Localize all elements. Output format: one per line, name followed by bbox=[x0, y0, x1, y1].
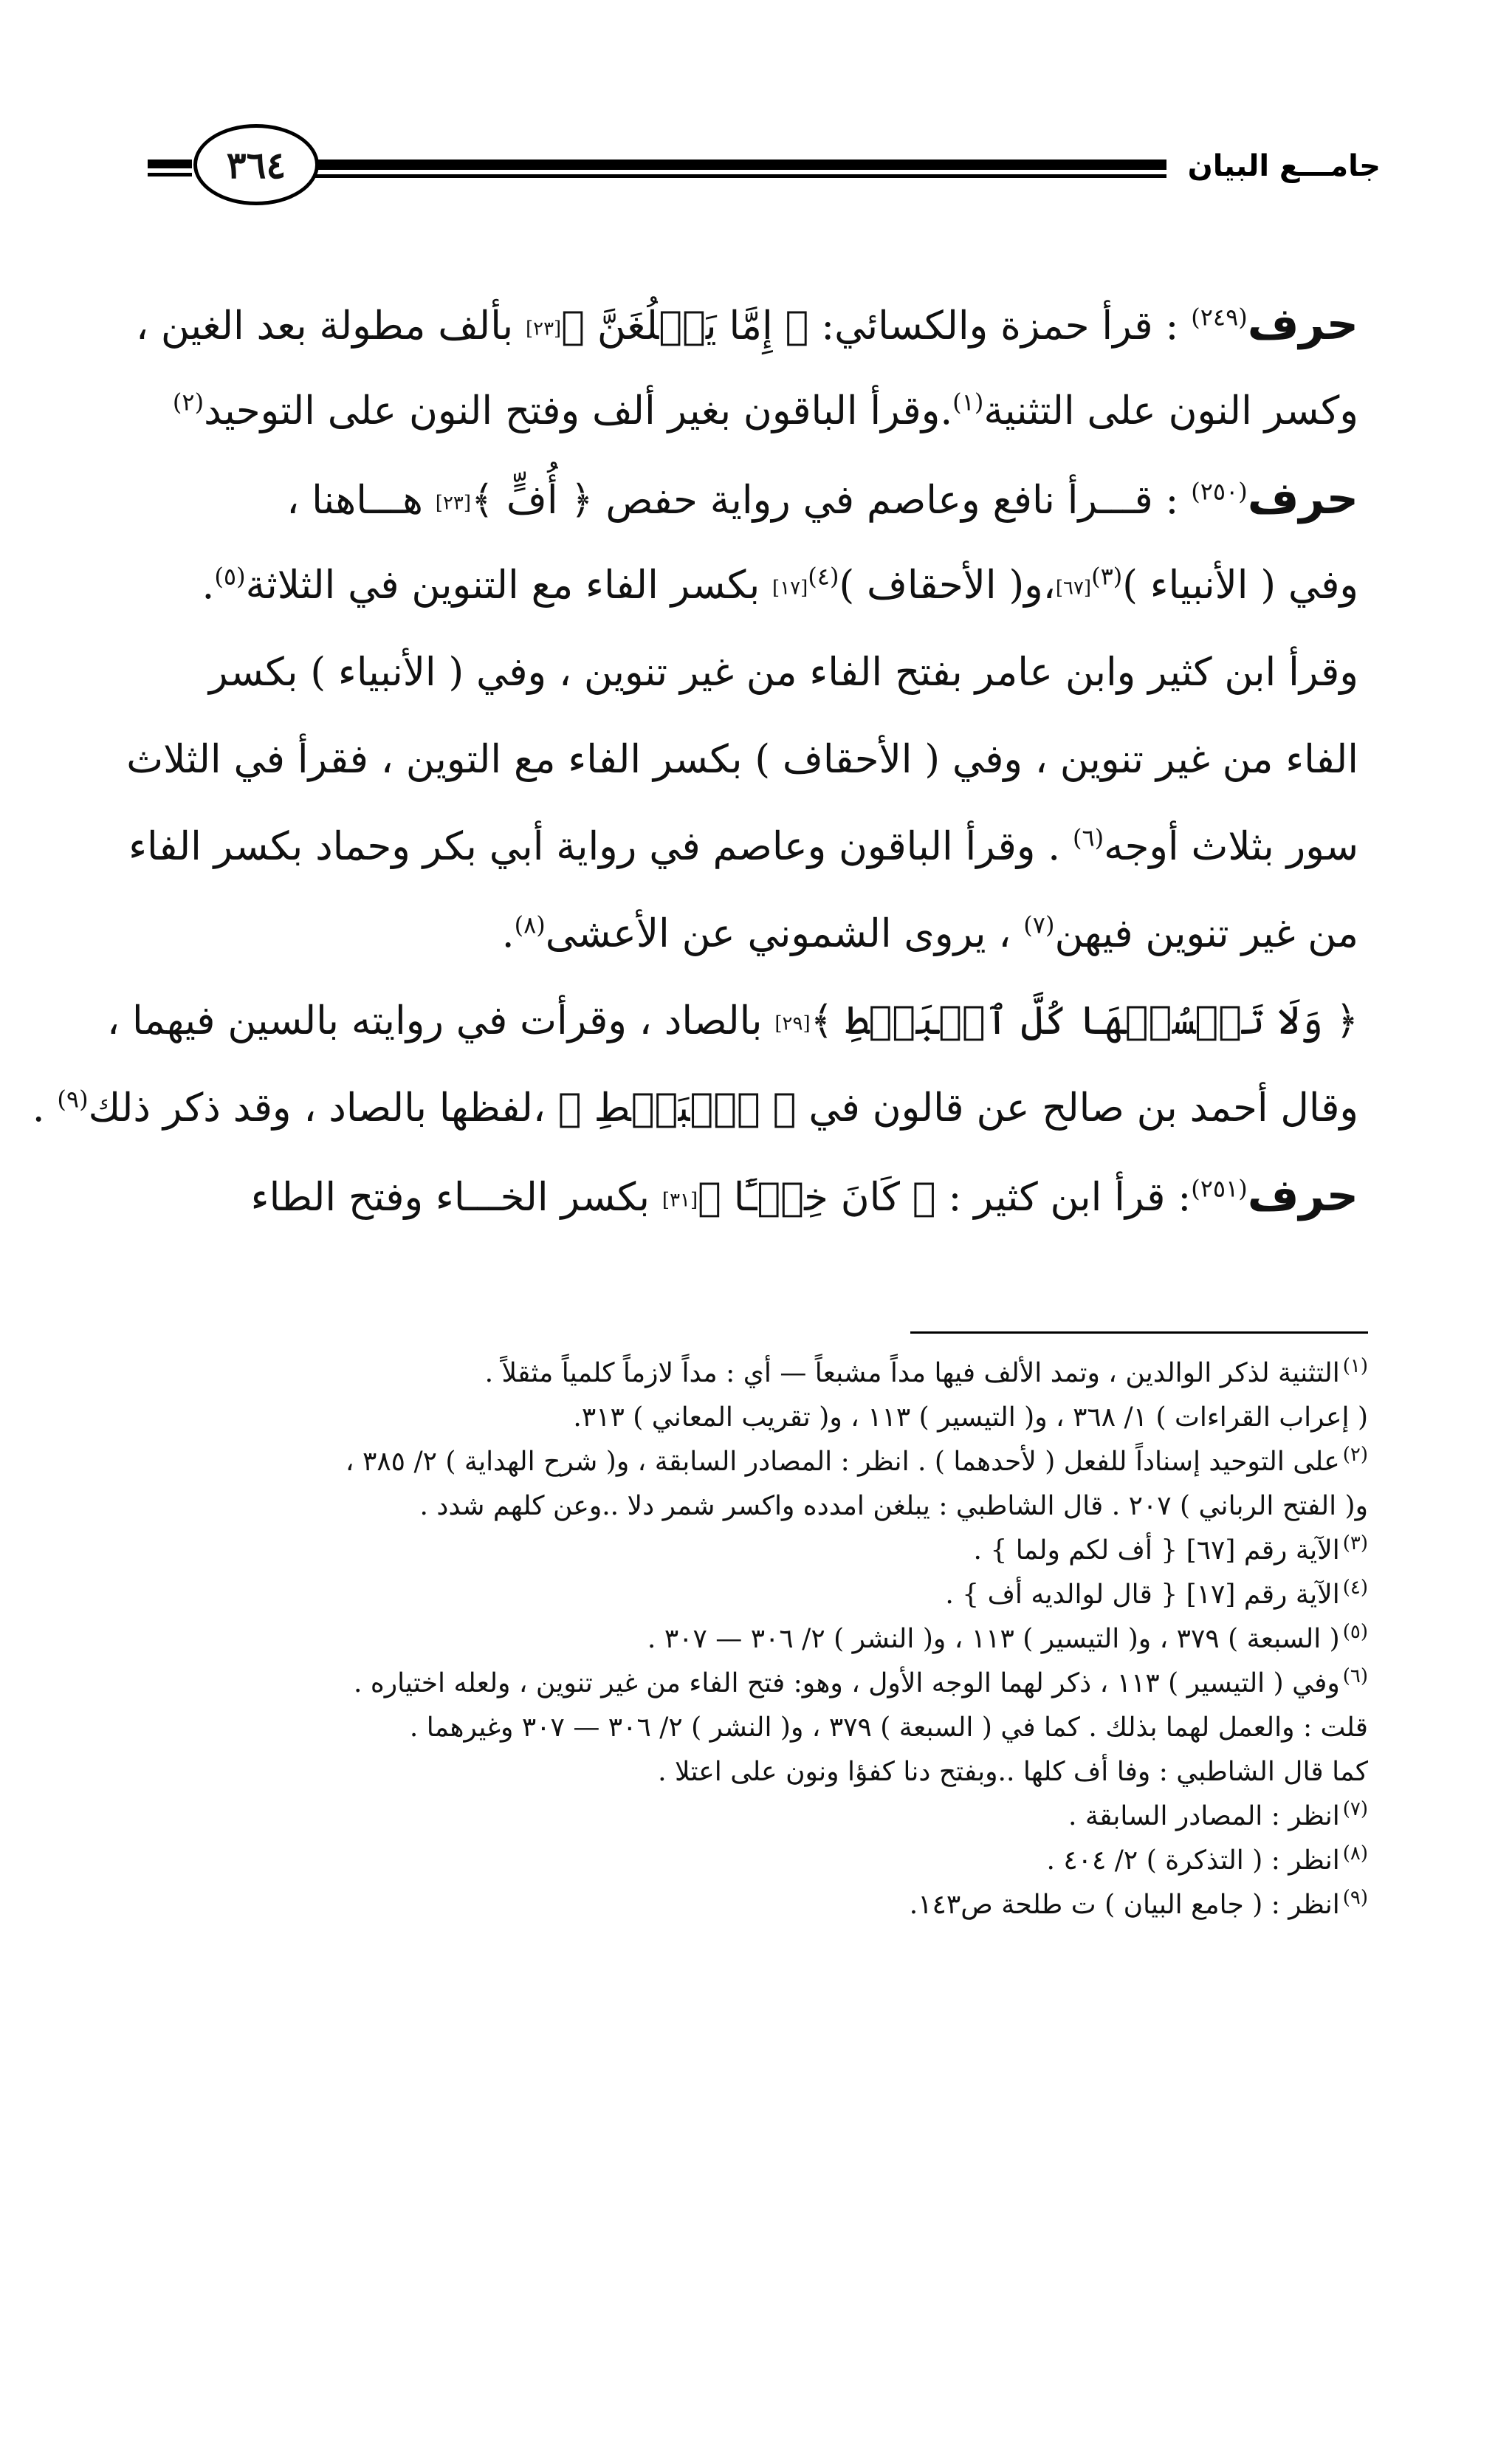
footnote-ref: (٤) bbox=[808, 562, 839, 591]
text-segment: سور بثلاث أوجه bbox=[1104, 824, 1358, 869]
text-segment: .وقرأ الباقون بغير ألف وفتح النون على التوحيد bbox=[204, 388, 953, 433]
footnote-ref: (١) bbox=[952, 388, 984, 416]
text-line bbox=[177, 455, 1358, 542]
footnote bbox=[172, 1484, 1368, 1529]
footnote-text: وفي ( التيسير ) ١١٣ ، ذكر لهما الوجه الأول ، وهو: فتح الفاء من غير تنوين ، ولعله اختياره . bbox=[353, 1668, 1340, 1698]
text-segment: بألف مطولة بعد الغين ، bbox=[135, 304, 526, 349]
footnote-number: (٧) bbox=[1342, 1798, 1368, 1820]
text-segment: ،و( الأحقاف ) bbox=[839, 563, 1056, 608]
running-header bbox=[148, 111, 1381, 222]
footnote-ref: (٢٤٩) bbox=[1191, 303, 1248, 332]
text-segment: . bbox=[32, 1086, 58, 1131]
footnote-text: على التوحيد إسناداً للفعل ( لأحدهما ) . انظر : المصادر السابقة ، و( شرح الهداية ) ٢/ ٣٨٥ ، bbox=[345, 1447, 1340, 1477]
footnote-number: (٤) bbox=[1342, 1577, 1368, 1599]
text-segment: وقال أحمد بن صالح عن قالون في ﴿ ٱلۡبَسۡطِ ﴾ ،لفظها بالصاد ، وقد ذكر ذلك bbox=[88, 1086, 1358, 1131]
text-segment: : قـــرأ نافع وعاصم في رواية حفص ﴿ أُفٍّ ﴾ bbox=[471, 478, 1192, 523]
text-line bbox=[107, 978, 1358, 1065]
text-line bbox=[177, 1152, 1358, 1239]
footnote bbox=[172, 1883, 1368, 1927]
footnote-text: ( السبعة ) ٣٧٩ ، و( التيسير ) ١١٣ ، و( النشر ) ٢/ ٣٠٦ — ٣٠٧ . bbox=[647, 1624, 1340, 1654]
footnote-text: قلت : والعمل لهما بذلك . كما في ( السبعة ) ٣٧٩ ، و( النشر ) ٢/ ٣٠٦ — ٣٠٧ وغيرهما . bbox=[409, 1712, 1368, 1743]
footnote-text: انظر : ( التذكرة ) ٢/ ٤٠٤ . bbox=[1046, 1845, 1340, 1876]
verse-number: [٢٩] bbox=[774, 1012, 811, 1035]
footnote-ref: (٢٥٠) bbox=[1191, 477, 1248, 506]
header-rule-left bbox=[148, 157, 192, 179]
footnote-number: (٥) bbox=[1342, 1621, 1368, 1643]
text-segment: ﴿ وَلَا تَبۡسُطۡهَا كُلَّ ٱلۡبَسۡطِ ﴾ bbox=[810, 998, 1358, 1043]
footnote-text: كما قال الشاطبي : وفا أف كلها ..وبفتح دنا كفؤا ونون على اعتلا . bbox=[658, 1757, 1368, 1787]
harf-heading: حرف bbox=[1247, 1170, 1358, 1221]
footnote-number: (٢) bbox=[1342, 1444, 1368, 1466]
text-segment: بالصاد ، وقرأت في روايته بالسين فيهما ، bbox=[107, 998, 775, 1043]
text-line bbox=[126, 716, 1358, 803]
footnote bbox=[172, 1529, 1368, 1573]
book-title: جامـــع البيان bbox=[1187, 149, 1381, 183]
footnote-number: (٨) bbox=[1342, 1842, 1368, 1865]
footnote bbox=[172, 1706, 1368, 1750]
text-segment: من غير تنوين فيهن bbox=[1054, 911, 1358, 956]
verse-number: [١٧] bbox=[772, 577, 808, 600]
text-segment: بكسر الفاء مع التنوين في الثلاثة bbox=[245, 563, 773, 608]
footnote-ref: (٧) bbox=[1023, 911, 1055, 939]
footnote-text: ( إعراب القراءات ) ١/ ٣٦٨ ، و( التيسير ) ١١٣ ، و( تقريب المعاني ) ٣١٣. bbox=[573, 1402, 1368, 1433]
text-segment: الفاء من غير تنوين ، وفي ( الأحقاف ) بكسر الفاء مع التوين ، فقرأ في الثلاث bbox=[126, 737, 1358, 782]
verse-number: [٢٣] bbox=[525, 318, 562, 340]
footnote bbox=[172, 1794, 1368, 1839]
text-line bbox=[135, 281, 1358, 368]
footnote bbox=[172, 1440, 1368, 1484]
text-line bbox=[32, 1065, 1358, 1152]
text-segment: . bbox=[501, 911, 515, 956]
footnotes bbox=[172, 1351, 1368, 1927]
footnote-separator bbox=[910, 1331, 1368, 1334]
footnote-ref: (٢) bbox=[172, 388, 205, 416]
footnote bbox=[172, 1617, 1368, 1662]
footnote-text: التثنية لذكر الوالدين ، وتمد الألف فيها مداً مشبعاً — أي : مداً لازماً كلمياً مثقلاً . bbox=[484, 1358, 1340, 1388]
text-segment: . وقرأ الباقون وعاصم في رواية أبي بكر وحماد بكسر الفاء bbox=[128, 824, 1073, 869]
text-segment: بكسر الخـــاء وفتح الطاء bbox=[250, 1175, 662, 1220]
header-rule bbox=[314, 155, 1166, 180]
footnote-text: الآية رقم [١٧] { قال لوالديه أف } . bbox=[945, 1580, 1340, 1610]
footnote bbox=[172, 1750, 1368, 1794]
footnote bbox=[172, 1662, 1368, 1706]
text-line bbox=[177, 629, 1358, 716]
footnote-number: (٦) bbox=[1342, 1665, 1368, 1687]
text-line bbox=[177, 891, 1358, 978]
footnote-text: انظر : ( جامع البيان ) ت طلحة ص١٤٣. bbox=[909, 1890, 1340, 1920]
text-segment: . bbox=[202, 563, 215, 608]
footnote-ref: (٣) bbox=[1091, 562, 1123, 591]
footnote-text: الآية رقم [٦٧] { أف لكم ولما } . bbox=[973, 1535, 1340, 1566]
main-text bbox=[32, 281, 1358, 1239]
footnote bbox=[172, 1839, 1368, 1883]
footnote bbox=[172, 1396, 1368, 1440]
text-line bbox=[177, 542, 1358, 629]
text-segment: ، يروى الشموني عن الأعشى bbox=[545, 911, 1024, 956]
footnote bbox=[172, 1351, 1368, 1396]
text-segment: هـــاهنا ، bbox=[286, 478, 436, 523]
text-segment: : قرأ ابن كثير : ﴿ كَانَ خِطۡـًٔا ﴾ bbox=[698, 1175, 1192, 1220]
text-segment: وفي ( الأنبياء ) bbox=[1122, 563, 1358, 608]
verse-number: [٦٧] bbox=[1055, 577, 1092, 600]
harf-heading: حرف bbox=[1247, 298, 1358, 350]
text-line bbox=[128, 803, 1358, 891]
footnote-text: و( الفتح الرباني ) ٢٠٧ . قال الشاطبي : يبلغن امدده واكسر شمر دلا ..وعن كلهم شدد . bbox=[419, 1491, 1368, 1521]
verse-number: [٣١] bbox=[662, 1189, 698, 1212]
footnote-number: (١) bbox=[1342, 1355, 1368, 1377]
footnote-text: انظر : المصادر السابقة . bbox=[1068, 1801, 1340, 1831]
footnote-ref: (٨) bbox=[514, 911, 546, 939]
footnote-ref: (٢٥١) bbox=[1191, 1174, 1248, 1203]
footnote bbox=[172, 1573, 1368, 1617]
footnote-number: (٩) bbox=[1342, 1887, 1368, 1909]
verse-number: [٢٣] bbox=[435, 492, 472, 515]
text-segment: وقرأ ابن كثير وابن عامر بفتح الفاء من غير تنوين ، وفي ( الأنبياء ) بكسر bbox=[208, 650, 1358, 695]
footnote-number: (٣) bbox=[1342, 1532, 1368, 1554]
footnote-ref: (٥) bbox=[214, 562, 246, 591]
text-segment: : قرأ حمزة والكسائي: ﴿ إِمَّا يَبۡلُغَنَّ ﴾ bbox=[561, 304, 1192, 349]
text-line bbox=[172, 368, 1358, 455]
footnote-ref: (٩) bbox=[57, 1085, 89, 1114]
harf-heading: حرف bbox=[1247, 473, 1358, 524]
page-number: ٣٦٤ bbox=[193, 124, 319, 205]
text-segment: وكسر النون على التثنية bbox=[983, 388, 1358, 433]
footnote-ref: (٦) bbox=[1073, 823, 1104, 852]
